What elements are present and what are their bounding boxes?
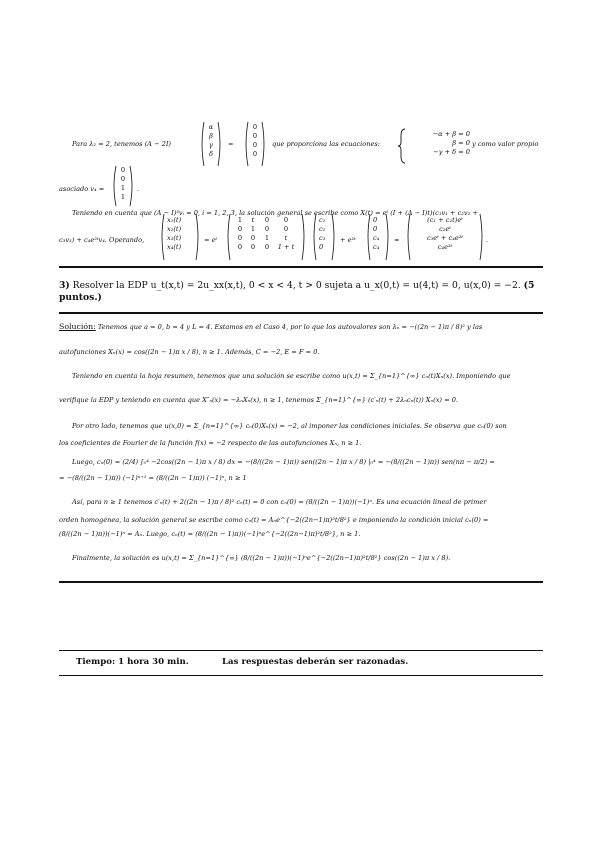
footer-note: Las respuestas deberán ser razonadas. xyxy=(222,657,409,667)
vec-entry: 0 xyxy=(373,216,378,224)
solution-line-7: Luego, cₙ(0) = (2/4) ∫₀⁴ −2cos((2n − 1)π x / 8) dx = −(8/((2n − 1)π)) sen((2n − 1)π x / 8) |₀⁴ = −(8/((2n − 1)π)) sen(nπ − π/2) = xyxy=(72,458,495,466)
plus-exp: + e²ᵗ xyxy=(340,236,356,244)
solution-label: Solución: xyxy=(59,322,96,331)
footer-rule-bottom xyxy=(59,675,543,676)
solution-line-10: orden homogénea, la solución general se escribe como cₙ(t) = Aₙe^{−2((2n−1)π)²t/8²} e imponiendo la condición inicial cₙ(0) = xyxy=(59,516,489,524)
solution-line-1 xyxy=(59,322,545,332)
solution-line-4: verifique la EDP y teniendo en cuenta que X″ₙ(x) = −λₙXₙ(x), n ≥ 1, tenemos Σ_{n=1}^{∞} (c′ₙ(t) + 2λₙcₙ(t)) Xₙ(x) = 0. xyxy=(59,396,458,404)
eigen-text-3: y como valor propio xyxy=(472,140,539,148)
solution-line-11: (8/((2n − 1)π))(−1)ⁿ = Aₙ. Luego, cₙ(t) = (8/((2n − 1)π))(−1)ⁿe^{−2((2n−1)π)²t/8²}, n ≥ 1. xyxy=(59,530,361,538)
vec-entry: 0 xyxy=(252,141,258,149)
period: . xyxy=(137,185,140,193)
footer-time: Tiempo: 1 hora 30 min. xyxy=(76,657,189,667)
vector-c4 xyxy=(366,212,390,262)
solution-line-12: Finalmente, la solución es u(x,t) = Σ_{n=1}^{∞} (8/((2n − 1)π))(−1)ⁿe^{−2((2n−1)π)²t/8²} cos((2n − 1)π x / 8). xyxy=(72,554,451,562)
vec-entry: c₃eᵗ + c₄e²ᵗ xyxy=(426,234,464,242)
divider-thick xyxy=(59,312,543,314)
vec-entry: (c₁ + c₂t)eᵗ xyxy=(427,216,463,224)
vec-entry: β xyxy=(209,132,213,140)
matrix-row: 0 1 0 0 xyxy=(237,225,289,233)
vec-entry: c₄e²ᵗ xyxy=(437,243,453,251)
vec-entry: x₂(t) xyxy=(167,225,182,233)
divider-thick xyxy=(59,266,543,268)
vec-entry: c₂eᵗ xyxy=(439,225,451,233)
equals-exp: = eᵗ xyxy=(204,236,218,244)
brace-shape xyxy=(398,128,406,164)
solution-line-9: Así, para n ≥ 1 tenemos c′ₙ(t) + 2((2n − 1)π / 8)² cₙ(t) = 0 con cₙ(0) = (8/((2n − 1)π))(−1)ⁿ. Es una ecuación lineal de primer xyxy=(72,498,487,506)
question-points: (5 puntos.) xyxy=(59,280,535,303)
equation-line: −γ + δ = 0 xyxy=(432,148,470,156)
period: . xyxy=(486,236,489,244)
matrix-row: 0 0 0 1 + t xyxy=(237,243,295,251)
footer-rule-top xyxy=(59,650,543,651)
vector-x xyxy=(160,212,200,262)
vec-entry: 0 xyxy=(120,166,126,174)
equals-sign: = xyxy=(228,140,234,148)
solution-line-5: Por otro lado, tenemos que u(x,0) = Σ_{n=1}^{∞} cₙ(0)Xₙ(x) = −2, al imponer las condiciones iniciales. Se observa que cₙ(0) son xyxy=(72,422,507,430)
vector-c xyxy=(312,212,336,262)
vector-alpha xyxy=(200,120,222,168)
general-solution-text: Teniendo en cuenta que (A − I)³vᵢ = 0, i = 1, 2, 3, la solución general se escribe como X(t) = eᵗ (I + (A − I)t)(c₁v₁ + c₂v₂ + xyxy=(72,209,478,217)
vec-entry: 0 xyxy=(252,123,258,131)
solution-line-8: = −(8/((2n − 1)π)) (−1)ⁿ⁺¹ = (8/((2n − 1)π)) (−1)ⁿ, n ≥ 1 xyxy=(59,474,247,482)
matrix-row: 1 t 0 0 xyxy=(237,216,289,224)
equals-sign: = xyxy=(394,236,400,244)
vec-entry: 1 xyxy=(120,184,126,192)
equation-line: β = 0 xyxy=(452,139,470,147)
vec-entry: 0 xyxy=(120,175,126,183)
vec-entry: c₁ xyxy=(319,216,326,224)
eigen-text-4: asociado v₄ = xyxy=(59,185,105,193)
vec-entry: x₁(t) xyxy=(167,216,182,224)
divider-thick xyxy=(59,581,543,583)
solution-text: Tenemos que a = 0, b = 4 y L = 4. Estamos en el Caso 4, por lo que los autovalores son λₙ = −((2n − 1)π / 8)² y las xyxy=(97,323,483,331)
matrix-row: 0 0 1 t xyxy=(237,234,288,242)
vec-entry: 1 xyxy=(120,193,126,201)
vector-v4 xyxy=(112,164,134,208)
eigen-text-2: que proporciona las ecuaciones: xyxy=(272,140,381,148)
vec-entry: 0 xyxy=(252,132,258,140)
system-brace xyxy=(398,128,406,164)
vec-entry: 0 xyxy=(319,243,324,251)
equation-line: −α + β = 0 xyxy=(432,130,470,138)
vec-entry: δ xyxy=(209,150,213,158)
matrix xyxy=(226,212,306,262)
vec-entry: x₄(t) xyxy=(167,243,182,251)
vec-entry: c₃ xyxy=(319,234,326,242)
question-3 xyxy=(59,280,545,304)
question-number: 3) xyxy=(59,280,70,291)
vector-zero xyxy=(244,120,266,168)
vec-entry: c₂ xyxy=(319,225,326,233)
eigen-text-1: Para λ₂ = 2, tenemos (A − 2I) xyxy=(72,140,172,148)
question-text: Resolver la EDP u_t(x,t) = 2u_xx(x,t), 0 < x < 4, t > 0 sujeta a u_x(0,t) = u(4,t) = 0, u(x,0) = −2. xyxy=(72,280,521,291)
vec-entry: c₄ xyxy=(373,243,380,251)
vec-entry: 0 xyxy=(252,150,258,158)
vec-entry: α xyxy=(208,123,214,131)
vector-result xyxy=(406,212,484,262)
equation-system xyxy=(410,130,470,157)
solution-line-2: autofunciones Xₙ(x) = cos((2n − 1)π x / 8), n ≥ 1. Además, C = −2, E = F = 0. xyxy=(59,348,320,356)
vec-entry: c₄ xyxy=(373,234,380,242)
vec-entry: γ xyxy=(209,141,213,149)
vec-entry: 0 xyxy=(373,225,378,233)
vec-entry: x₃(t) xyxy=(167,234,182,242)
solution-line-6: los coeficientes de Fourier de la función f(x) = −2 respecto de las autofunciones Xₙ, n ≥ 1. xyxy=(59,439,362,447)
general-solution-text-2: c₃v₃) + c₄e²ᵗv₄. Operando, xyxy=(59,236,145,244)
solution-line-3: Teniendo en cuenta la hoja resumen, tenemos que una solución se escribe como u(x,t) = Σ_{n=1}^{∞} cₙ(t)Xₙ(x). Imponiendo que xyxy=(72,372,511,380)
